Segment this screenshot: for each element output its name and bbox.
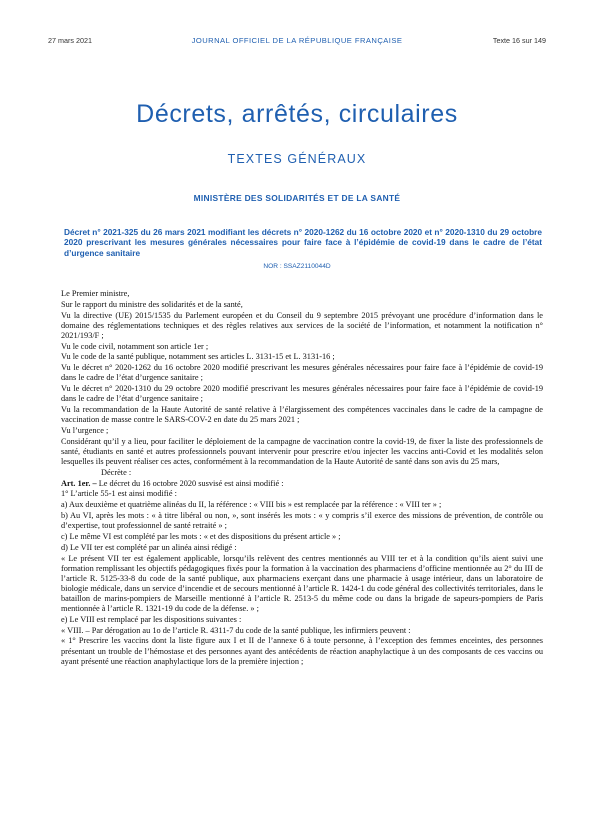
paragraph: Vu le décret n° 2020-1310 du 29 octobre 2020 modifié prescrivant les mesures générales nécessaires pour faire face à l’épidémie de covid-19 dans le cadre de l’état d’urgence sanitaire ; <box>61 384 543 404</box>
paragraph: 1° L’article 55-1 est ainsi modifié : <box>61 489 177 499</box>
decree-title: Décret n° 2021-325 du 26 mars 2021 modifiant les décrets n° 2020-1262 du 16 octobre 2020 et n° 2020-1310 du 29 octobre 2020 prescrivant les mesures générales nécessaires pour faire face à l’épidémie de covid-19 dans le cadre de l’état d’urgence sanitaire <box>64 227 542 258</box>
paragraph: Vu la recommandation de la Haute Autorité de santé relative à l’élargissement des compétences vaccinales dans le cadre de la campagne de vaccination de masse contre le SARS-COV-2 en date du 25 mars 2021 ; <box>61 405 543 425</box>
page-indicator: Texte 16 sur 149 <box>492 36 546 45</box>
paragraph: « Le présent VII ter est également applicable, lorsqu’ils relèvent des centres mentionnés au VIII ter et à la condition qu’ils aient suivi une formation remplissant les objectifs pédagogiques fixés pour la formation à la vaccination des pharmaciens d’officine mentionnée au 2° du III de l’article R. 5125-33-8 du code de la santé publique, aux pharmaciens exerçant dans une pharmacie à usage intérieur, dans un laboratoire de biologie médicale, dans un service d’incendie et de secours mentionné à l’article R. 1424-1 du code général des collectivités territoriales, dans le bataillon de marins-pompiers de Marseille mentionné à l’article R. 2513-5 du même code ou dans la brigade de sapeurs-pompiers de Paris mentionnée à l’article R. 1321-19 du code de la défense. » ; <box>61 553 543 613</box>
ministry-heading: MINISTÈRE DES SOLIDARITÉS ET DE LA SANTÉ <box>193 193 401 203</box>
paragraph: Vu la directive (UE) 2015/1535 du Parlement européen et du Conseil du 9 septembre 2015 prévoyant une procédure d’information dans le domaine des réglementations techniques et des règles relatives aux services de la société de l’information, et notamment la notification n° 2021/193/F ; <box>61 310 543 340</box>
paragraph: Considérant qu’il y a lieu, pour faciliter le déploiement de la campagne de vaccination contre la covid-19, de fixer la liste des professionnels de santé, étudiants en santé et autres professionnels pouvant intervenir pour prescrire et/ou injecter les vaccins anti-Covid et les modalités selon lesquelles ils peuvent réaliser ces actes, conformément à la recommandation de la Haute Autorité de santé dans son avis du 25 mars, <box>61 436 543 466</box>
paragraph: Le Premier ministre, <box>61 289 130 298</box>
article-text: Le décret du 16 octobre 2020 susvisé est ainsi modifié : <box>98 478 284 488</box>
paragraph: Sur le rapport du ministre des solidarités et de la santé, <box>61 299 243 309</box>
paragraph: a) Aux deuxième et quatrième alinéas du II, la référence : « VIII bis » est remplacée par la référence : « VIII ter » ; <box>61 500 442 510</box>
paragraph: « VIII. – Par dérogation au 1o de l’article R. 4311-7 du code de la santé publique, les infirmiers peuvent : <box>61 625 411 635</box>
paragraph: Vu l’urgence ; <box>61 425 109 435</box>
paragraph: Vu le code de la santé publique, notamment ses articles L. 3131-15 et L. 3131-16 ; <box>61 352 335 362</box>
publication-date: 27 mars 2021 <box>48 36 92 45</box>
section-heading: TEXTES GÉNÉRAUX <box>227 152 367 166</box>
decree-body <box>61 289 543 667</box>
paragraph: d) Le VII ter est complété par un alinéa ainsi rédigé : <box>61 542 237 552</box>
paragraph: e) Le VIII est remplacé par les dispositions suivantes : <box>61 614 242 624</box>
paragraph: b) Au VI, après les mots : « à titre libéral ou non, », sont insérés les mots : « y compris s’il exerce des missions de prévention, de contrôle ou d’expertise, tout professionnel de santé retraité » ; <box>61 511 543 531</box>
main-heading: Décrets, arrêtés, circulaires <box>136 100 458 128</box>
paragraph: Décrète : <box>101 467 132 477</box>
nor-reference: NOR : SSAZ2110044D <box>263 263 331 270</box>
journal-name: JOURNAL OFFICIEL DE LA RÉPUBLIQUE FRANÇAISE <box>191 36 403 45</box>
article-1 <box>61 479 543 489</box>
article-label: Art. 1er. – <box>61 478 97 488</box>
paragraph: Vu le décret n° 2020-1262 du 16 octobre 2020 modifié prescrivant les mesures générales nécessaires pour faire face à l’épidémie de covid-19 dans le cadre de l’état d’urgence sanitaire ; <box>61 363 543 383</box>
paragraph: « 1° Prescrire les vaccins dont la liste figure aux I et II de l’annexe 6 à toute personne, à l’exception des femmes enceintes, des personnes présentant un trouble de l’hémostase et des personnes ayant des antécédents de réaction anaphylactique à un des composants de ces vaccins ou ayant présenté une réaction anaphylactique lors de la première injection ; <box>61 636 543 666</box>
paragraph: Vu le code civil, notamment son article 1er ; <box>61 341 209 351</box>
paragraph: c) Le même VI est complété par les mots : « et des dispositions du présent article » ; <box>61 532 341 542</box>
